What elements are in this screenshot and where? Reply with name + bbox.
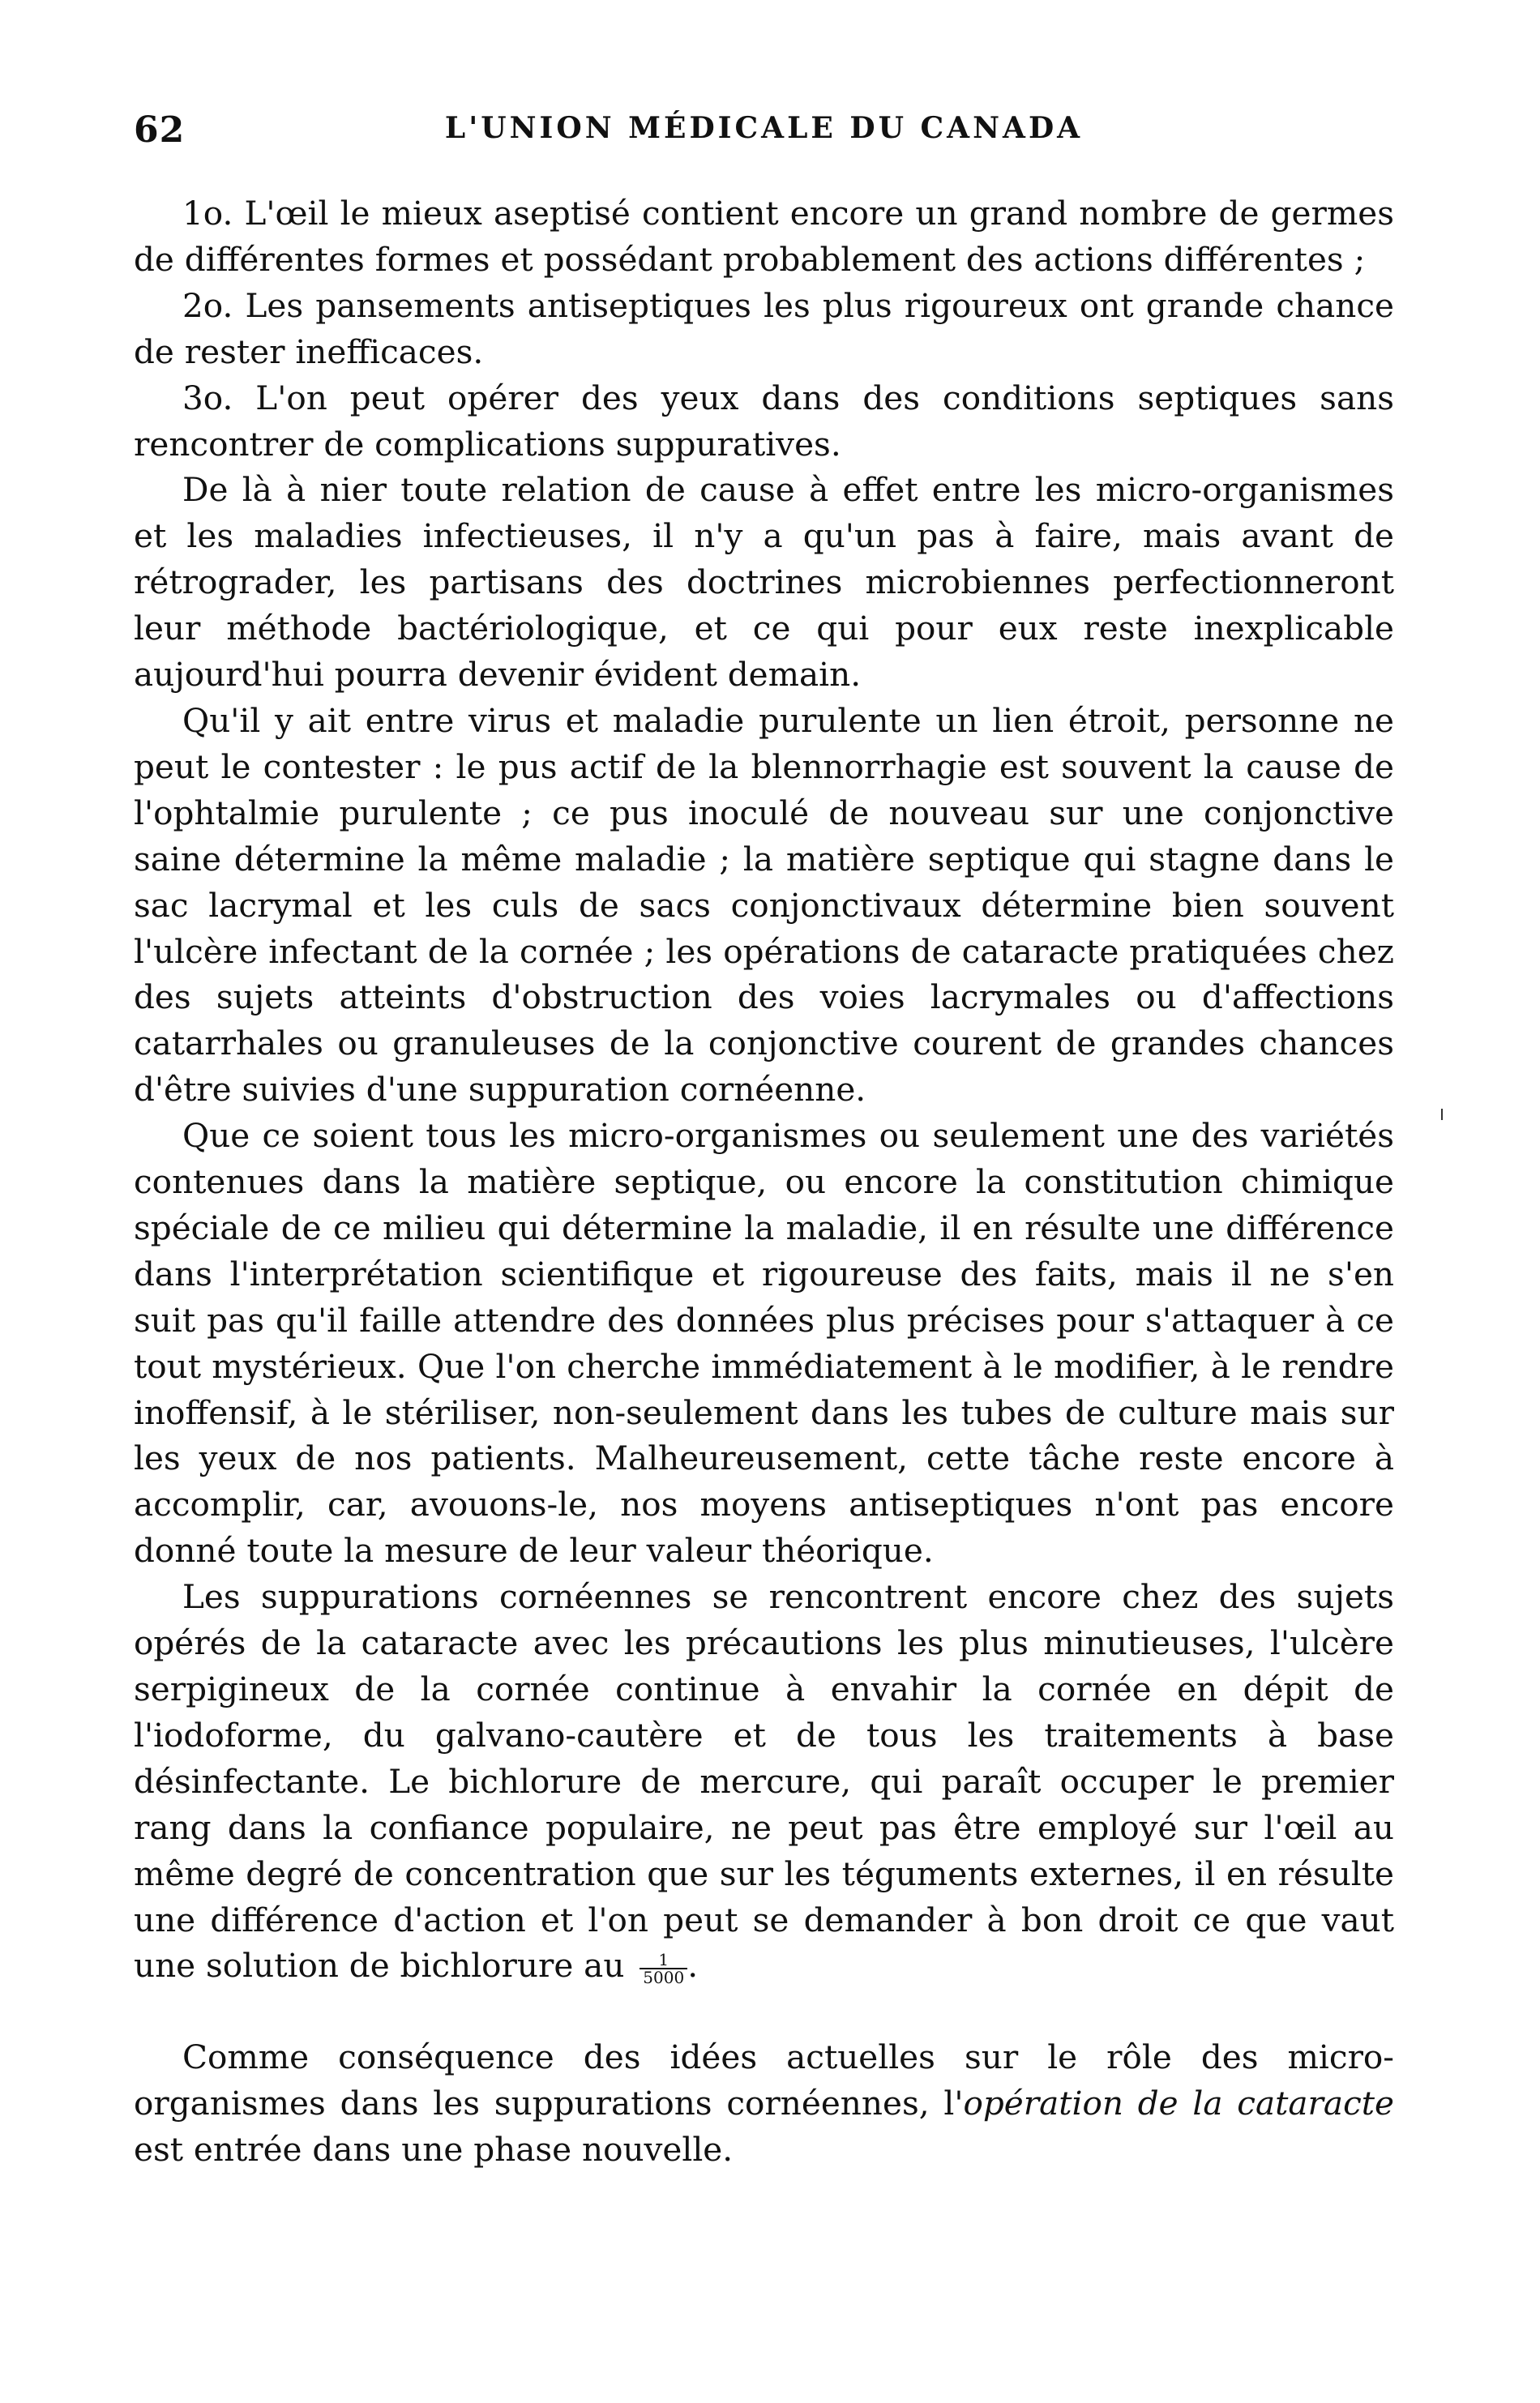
paragraph-6: Que ce soient tous les micro-organismes ou seulement une des variétés contenues dans la matière septique, ou encore la constitution chimique spéciale de ce milieu qui détermine la maladie, il en résulte une différence dans l'interprétation scientifique et rigoureuse des faits, mais il ne s'en suit pas qu'il faille attendre des données plus précises pour s'attaquer à ce tout mystérieux. Que l'on cherche immédiatement à le modifier, à le rendre inoffensif, à le stériliser, non-seulement dans les tubes de culture mais sur les yeux de nos patients. Malheureusement, cette tâche reste encore à accomplir, car, avouons-le, nos moyens antiseptiques n'ont pas encore donné toute la mesure de leur valeur théorique. bbox=[134, 1116, 1394, 1571]
paragraph-4: De là à nier toute relation de cause à effet entre les micro-organismes et les maladies infectieuses, il n'y a qu'un pas à faire, mais avant de rétrograder, les partisans des doctrines microbiennes perfectionneront leur méthode bactériologique, et ce qui pour eux reste inexplicable aujourd'hui pourra devenir évident demain. bbox=[134, 470, 1394, 695]
fraction-numerator: 1 bbox=[640, 1952, 687, 1969]
page-number: 62 bbox=[134, 109, 186, 151]
body-text bbox=[134, 190, 1394, 2173]
margin-tick-mark bbox=[1441, 1109, 1443, 1120]
final-text-after: est entrée dans une phase nouvelle. bbox=[134, 2130, 734, 2170]
paragraph-final bbox=[134, 2034, 1394, 2173]
final-italic-phrase: opération de la cataracte bbox=[963, 2084, 1394, 2123]
paragraph-3: 3o. L'on peut opérer des yeux dans des conditions septiques sans rencontrer de complications suppuratives. bbox=[134, 378, 1394, 464]
fraction-denominator: 5000 bbox=[643, 1967, 685, 1987]
running-head: L'UNION MÉDICALE DU CANADA bbox=[444, 111, 1084, 145]
paragraph-7 bbox=[134, 1574, 1394, 1989]
paragraph-1: 1o. L'œil le mieux aseptisé contient encore un grand nombre de germes de différentes formes et possédant probablement des actions différentes ; bbox=[134, 194, 1394, 279]
final-text-before: Comme conséquence des idées actuelles sur le rôle des micro-organismes dans les suppurations cornéennes, l' bbox=[134, 2037, 1394, 2123]
paragraph-7-text: Les suppurations cornéennes se rencontrent encore chez des sujets opérés de la cataracte avec les précautions les plus minutieuses, l'ulcère serpigineux de la cornée continue à envahir la cornée en dépit de l'iodoforme, du galvano-cautère et de tous les traitements à base désinfectante. Le bichlorure de mercure, qui paraît occuper le premier rang dans la confiance populaire, ne peut pas être employé sur l'œil au même degré de concentration que sur les téguments externes, il en résulte une différence d'action et l'on peut se demander à bon droit ce que vaut une solution de bichlorure au bbox=[134, 1577, 1394, 1986]
paragraph-2: 2o. Les pansements antiseptiques les plus rigoureux ont grande chance de rester inefficaces. bbox=[134, 285, 1394, 371]
paragraph-5: Qu'il y ait entre virus et maladie purulente un lien étroit, personne ne peut le contester : le pus actif de la blennorrhagie est souvent la cause de l'ophtalmie purulente ; ce pus inoculé de nouveau sur une conjonctive saine détermine la même maladie ; la matière septique qui stagne dans le sac lacrymal et les culs de sacs conjonctivaux détermine bien souvent l'ulcère infectant de la cornée ; les opérations de cataracte pratiquées chez des sujets atteints d'obstruction des voies lacrymales ou d'affections catarrhales ou granuleuses de la conjonctive courent de grandes chances d'être suivies d'une suppuration cornéenne. bbox=[134, 700, 1394, 1110]
paragraph-7-end: . bbox=[687, 1946, 699, 1986]
fraction bbox=[640, 1949, 687, 1987]
page-header bbox=[134, 109, 1394, 158]
